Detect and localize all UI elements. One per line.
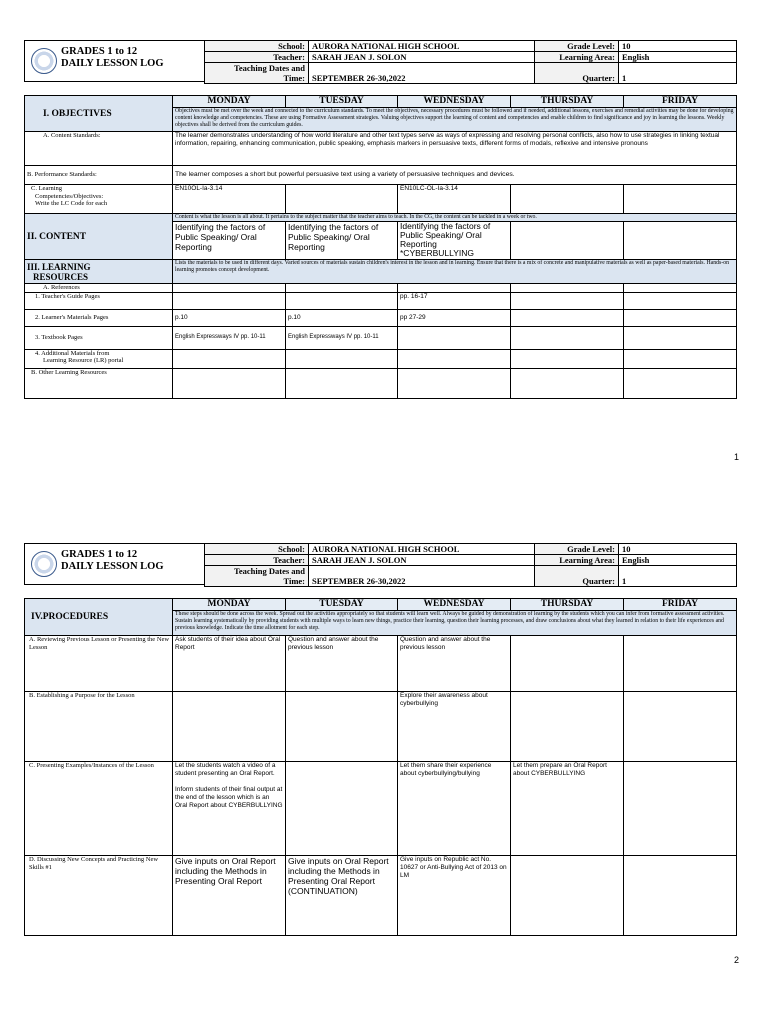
header-logo-box	[24, 40, 206, 82]
content-monday: Identifying the factors of Public Speaking/ Oral Reporting	[173, 222, 286, 260]
day-header-friday: FRIDAY	[624, 96, 737, 108]
day-header-thursday: THURSDAY	[511, 599, 624, 611]
additional-materials-label	[25, 349, 173, 368]
step-a-tuesday: Question and answer about the previous lesson	[286, 636, 398, 692]
lm-tuesday: p.10	[286, 309, 398, 326]
dates-label-line2: Time:	[283, 576, 305, 586]
competencies-label-line3: Write the LC Code for each	[35, 200, 108, 207]
competencies-label-line2: Competencies/Objectives:	[35, 192, 104, 200]
resources-note: Lists the materials to be used in different days. Varied sources of materials sustain children's interest in the lesson and in learning. Ensure that there is a mix of concrete and manipulative materials as well as paper-based materials. Hands-on learning promotes concept development.	[173, 260, 737, 284]
step-a-wednesday: Question and answer about the previous lesson	[398, 636, 511, 692]
step-b-monday	[173, 692, 286, 762]
resources-title-line1: III. LEARNING	[27, 261, 91, 272]
learning-area-label: Learning Area:	[535, 52, 619, 63]
content-standards-label: A. Content Standards:	[25, 132, 173, 166]
step-c-monday	[173, 762, 286, 856]
additional-materials-line2: Learning Resource (LR) portal	[43, 357, 124, 364]
competency-wednesday: EN10LC-OL-Ia-3.14	[398, 185, 511, 214]
grade-level-value: 10	[619, 41, 737, 52]
quarter-value: 1	[619, 63, 737, 84]
page-number-2: 2	[734, 955, 740, 965]
grade-level-label: Grade Level:	[535, 41, 619, 52]
step-a-monday: Ask students of their idea about Oral Report	[173, 636, 286, 692]
step-b-thursday	[511, 692, 624, 762]
step-d-tuesday	[286, 856, 398, 936]
page1-lesson-table	[24, 95, 737, 399]
procedures-title: IV.PROCEDURES	[25, 599, 173, 636]
teacher-label: Teacher:	[205, 555, 309, 566]
teacher-value: SARAH JEAN J. SOLON	[309, 555, 535, 566]
day-header-tuesday: TUESDAY	[286, 599, 398, 611]
grade-level-value: 10	[619, 544, 737, 555]
school-label: School:	[205, 41, 309, 52]
textbook-tuesday: English Expressways IV pp. 10-11	[286, 326, 398, 349]
page-number-1: 1	[734, 452, 740, 462]
learners-materials-label: 2. Learner's Materials Pages	[25, 309, 173, 326]
objectives-title: I. OBJECTIVES	[25, 96, 173, 132]
step-d-tuesday-text: Give inputs on Oral Report including the Methods in Presenting Oral Report	[288, 856, 389, 886]
step-d-friday	[624, 856, 737, 936]
step-b-label: B. Establishing a Purpose for the Lesson	[25, 692, 173, 762]
step-a-friday	[624, 636, 737, 692]
step-c-label: C. Presenting Examples/Instances of the Lesson	[25, 762, 173, 856]
lm-wednesday: pp 27-29	[398, 309, 511, 326]
day-header-tuesday: TUESDAY	[286, 96, 398, 108]
step-c-wednesday: Let them share their experience about cyberbullying/bullying	[398, 762, 511, 856]
learning-area-label: Learning Area:	[535, 555, 619, 566]
competencies-label	[25, 185, 173, 214]
competencies-label-line1: C. Learning	[31, 185, 63, 192]
step-c-tuesday	[286, 762, 398, 856]
content-wednesday-topic: Identifying the factors of Public Speaking/ Oral Reporting	[400, 221, 491, 249]
step-c-monday-activity: Let the students watch a video of a student presenting an Oral Report.	[175, 762, 276, 777]
dates-value: SEPTEMBER 26-30,2022	[309, 63, 535, 84]
step-d-tuesday-continuation: (CONTINUATION)	[288, 886, 358, 896]
objectives-note: Objectives must be met over the week and connected to the curriculum standards. To meet the objectives, necessary procedures must be followed and if needed, additional lessons, exercises and remedial activities may be done for developing content knowledge and competencies. These are using Formative Assessment strategies. Valuing objectives support the learning of content and competencies and enable children to find significance and joy in learning the lessons. Weekly objectives shall be derived from the curriculum guides.	[173, 108, 737, 132]
step-d-label: D. Discussing New Concepts and Practicing New Skills #1	[25, 856, 173, 936]
procedures-note: These steps should be done across the week. Spread out the activities appropriately so that students will learn well. Always be guided by demonstration of learning by the students which you can infer from formative assessment activities. Sustain learning systematically by providing students with multiple ways to learn new things, practice their learning, question their learning processes, and draw conclusions about what they learned in relation to their life experiences and previous knowledge. Indicate the time allotment for each step.	[173, 611, 737, 636]
day-header-monday: MONDAY	[173, 96, 286, 108]
step-b-tuesday	[286, 692, 398, 762]
header2-title-line2: DAILY LESSON LOG	[61, 561, 164, 572]
other-resources-label: B. Other Learning Resources	[25, 368, 173, 398]
step-c-monday-output: Inform students of their final output at the end of the lesson which is an Oral Report about CYBERBULLYING	[175, 786, 283, 809]
dates-label-line1: Teaching Dates and	[233, 63, 305, 73]
step-c-friday	[624, 762, 737, 856]
resources-title	[25, 260, 173, 284]
dates-label	[205, 63, 309, 84]
quarter-value: 1	[619, 566, 737, 587]
step-c-thursday: Let them prepare an Oral Report about CYBERBULLYING	[511, 762, 624, 856]
content-tuesday: Identifying the factors of Public Speaking/ Oral Reporting	[286, 222, 398, 260]
day-header-wednesday: WEDNESDAY	[398, 96, 511, 108]
references-label: A. References	[25, 284, 173, 293]
header2-title-line1: GRADES 1 to 12	[61, 549, 138, 560]
lm-thursday	[511, 309, 624, 326]
performance-standards-text: The learner composes a short but powerful persuasive text using a variety of persuasive techniques and devices.	[173, 166, 737, 185]
header2-info-table	[204, 543, 737, 587]
learning-area-value: English	[619, 555, 737, 566]
tg-tuesday	[286, 292, 398, 309]
page2-procedures-table	[24, 598, 737, 936]
textbook-pages-label: 3. Textbook Pages	[25, 326, 173, 349]
header-info-table	[204, 40, 737, 84]
tg-monday	[173, 292, 286, 309]
teachers-guide-label: 1. Teacher's Guide Pages	[25, 292, 173, 309]
textbook-monday: English Expressways IV pp. 10-11	[173, 326, 286, 349]
textbook-wednesday	[398, 326, 511, 349]
teacher-value: SARAH JEAN J. SOLON	[309, 52, 535, 63]
step-d-thursday	[511, 856, 624, 936]
quarter-label: Quarter:	[535, 63, 619, 84]
dates-value: SEPTEMBER 26-30,2022	[309, 566, 535, 587]
competency-tuesday	[286, 185, 398, 214]
grade-level-label: Grade Level:	[535, 544, 619, 555]
day-header-monday: MONDAY	[173, 599, 286, 611]
school-value: AURORA NATIONAL HIGH SCHOOL	[309, 41, 535, 52]
day-header-thursday: THURSDAY	[511, 96, 624, 108]
content-note: Content is what the lesson is all about. It pertains to the subject matter that the teacher aims to teach. In the CG, the content can be tackled in a week or two.	[173, 214, 737, 222]
day-header-friday: FRIDAY	[624, 599, 737, 611]
deped-seal-icon	[31, 551, 57, 577]
textbook-friday	[624, 326, 737, 349]
learning-area-value: English	[619, 52, 737, 63]
step-d-wednesday: Give inputs on Republic act No. 10627 or Anti-Bullying Act of 2013 on LM	[398, 856, 511, 936]
competency-thursday	[511, 185, 624, 214]
content-wednesday	[398, 222, 511, 260]
performance-standards-label: B. Performance Standards:	[25, 166, 173, 185]
deped-seal-icon	[31, 48, 57, 74]
lm-friday	[624, 309, 737, 326]
content-standards-text: The learner demonstrates understanding of how world literature and other text types serve as ways of expressing and resolving personal conflicts, also how to use strategies in linking textual information, repairing, enhancing communication, public speaking, emphasis markers in persuasive texts, different forms of modals, reflexive and intensive pronouns	[173, 132, 737, 166]
step-d-monday: Give inputs on Oral Report including the Methods in Presenting Oral Report	[173, 856, 286, 936]
teacher-label: Teacher:	[205, 52, 309, 63]
competency-monday: EN10OL-Ia-3.14	[173, 185, 286, 214]
dates-label-line1: Teaching Dates and	[233, 566, 305, 576]
textbook-thursday	[511, 326, 624, 349]
school-label: School:	[205, 544, 309, 555]
school-value: AURORA NATIONAL HIGH SCHOOL	[309, 544, 535, 555]
header-title-line2: DAILY LESSON LOG	[61, 58, 164, 69]
step-b-wednesday: Explore their awareness about cyberbullying	[398, 692, 511, 762]
quarter-label: Quarter:	[535, 566, 619, 587]
header-title-line1: GRADES 1 to 12	[61, 46, 138, 57]
content-thursday	[511, 222, 624, 260]
competency-friday	[624, 185, 737, 214]
header2-logo-box	[24, 543, 206, 585]
content-wednesday-extra: *CYBERBULLYING	[400, 248, 475, 258]
lm-monday: p.10	[173, 309, 286, 326]
step-a-thursday	[511, 636, 624, 692]
dates-label-line2: Time:	[283, 73, 305, 83]
day-header-wednesday: WEDNESDAY	[398, 599, 511, 611]
tg-friday	[624, 292, 737, 309]
content-friday	[624, 222, 737, 260]
step-a-label: A. Reviewing Previous Lesson or Presenting the New Lesson	[25, 636, 173, 692]
dates-label	[205, 566, 309, 587]
additional-materials-line1: 4. Additional Materials from	[35, 349, 110, 357]
content-title: II. CONTENT	[25, 214, 173, 260]
tg-wednesday: pp. 16-17	[398, 292, 511, 309]
tg-thursday	[511, 292, 624, 309]
step-b-friday	[624, 692, 737, 762]
resources-title-line2: RESOURCES	[33, 271, 89, 282]
